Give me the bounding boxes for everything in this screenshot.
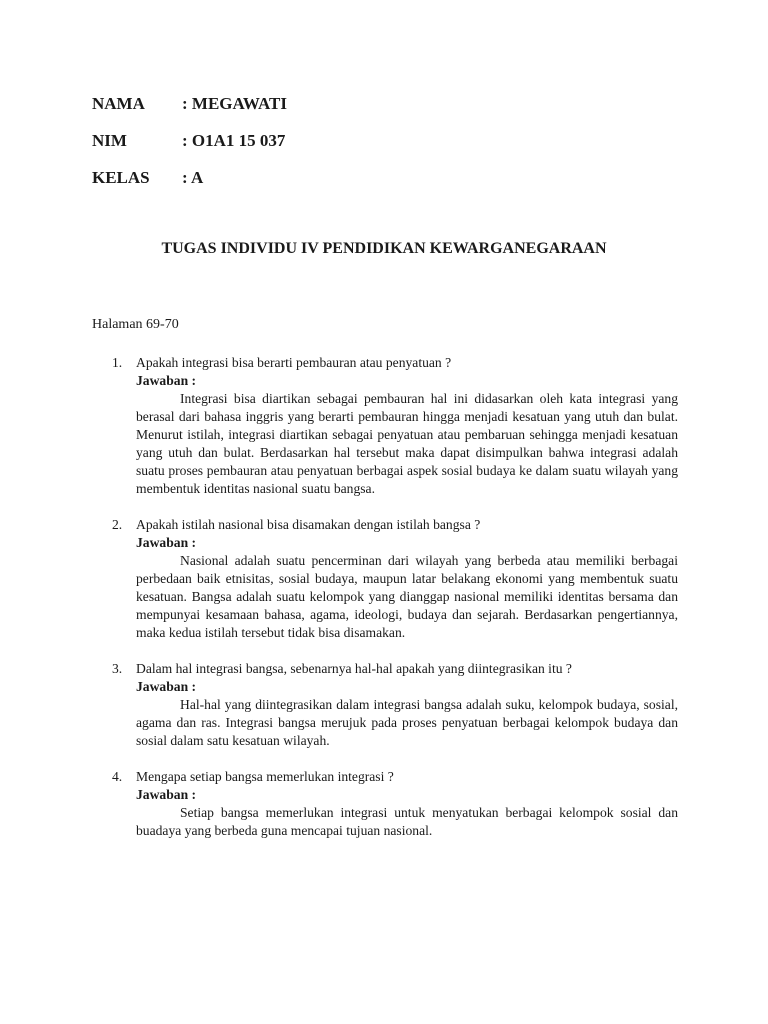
class-value: : A <box>182 168 204 187</box>
question-item <box>92 660 678 750</box>
question-text: Apakah istilah nasional bisa disamakan dengan istilah bangsa ? <box>136 517 481 532</box>
answer-label: Jawaban : <box>136 787 197 802</box>
question-item <box>92 768 678 840</box>
question-text: Dalam hal integrasi bangsa, sebenarnya hal-hal apakah yang diintegrasikan itu ? <box>136 661 572 676</box>
question-text: Mengapa setiap bangsa memerlukan integrasi ? <box>136 769 394 784</box>
question-text: Apakah integrasi bisa berarti pembauran atau penyatuan ? <box>136 355 452 370</box>
name-value: : MEGAWATI <box>182 94 287 113</box>
identity-name-row <box>92 94 287 114</box>
nim-label: NIM <box>92 131 127 150</box>
nim-value: : O1A1 15 037 <box>182 131 286 150</box>
page-reference: Halaman 69-70 <box>92 317 179 332</box>
answer-text: Nasional adalah suatu pencerminan dari wilayah yang berbeda atau memiliki berbagai perbedaan baik etnisitas, sosial budaya, maupun latar belakang ekonomi yang membentuk suatu kesatuan. Bangsa adalah suatu kelompok yang dianggap nasional memiliki identitas bersama dan mempunyai kesamaan bahasa, agama, ideologi, budaya dan sejarah. Berdasarkan pengertiannya, maka kedua istilah tersebut tidak bisa disamakan. <box>136 553 678 640</box>
identity-class-row <box>92 168 203 188</box>
answer-label: Jawaban : <box>136 535 197 550</box>
answer-label: Jawaban : <box>136 373 197 388</box>
identity-nim-row <box>92 131 285 151</box>
question-item <box>92 516 678 642</box>
name-label: NAMA <box>92 94 145 113</box>
question-list <box>92 354 678 858</box>
answer-text: Setiap bangsa memerlukan integrasi untuk menyatukan berbagai kelompok sosial dan buadaya yang berbeda guna mencapai tujuan nasional. <box>136 805 678 838</box>
question-number: 2. <box>112 517 123 532</box>
question-number: 4. <box>112 769 123 784</box>
answer-text: Hal-hal yang diintegrasikan dalam integrasi bangsa adalah suku, kelompok budaya, sosial, agama dan ras. Integrasi bangsa merujuk pada proses penyatuan berbagai kelompok budaya dan sosial dalam satu kesatuan wilayah. <box>136 697 678 748</box>
answer-text: Integrasi bisa diartikan sebagai pembauran hal ini didasarkan oleh kata integrasi yang berasal dari bahasa inggris yang berarti pembauran hingga menjadi kesatuan yang utuh dan bulat. Menurut istilah, integrasi diartikan sebagai penyatuan atau pembaruan sehingga menjadi kesatuan yang utuh dan bulat. Berdasarkan hal tersebut maka dapat disimpulkan bahwa integrasi adalah suatu proses pembauran atau penyatuan berbagai aspek sosial budaya ke dalam suatu wilayah yang membentuk identitas nasional suatu bangsa. <box>136 391 678 496</box>
question-number: 3. <box>112 661 123 676</box>
answer-label: Jawaban : <box>136 679 197 694</box>
question-item <box>92 354 678 498</box>
question-number: 1. <box>112 355 123 370</box>
class-label: KELAS <box>92 168 150 187</box>
document-title: TUGAS INDIVIDU IV PENDIDIKAN KEWARGANEGARAAN <box>161 240 607 257</box>
